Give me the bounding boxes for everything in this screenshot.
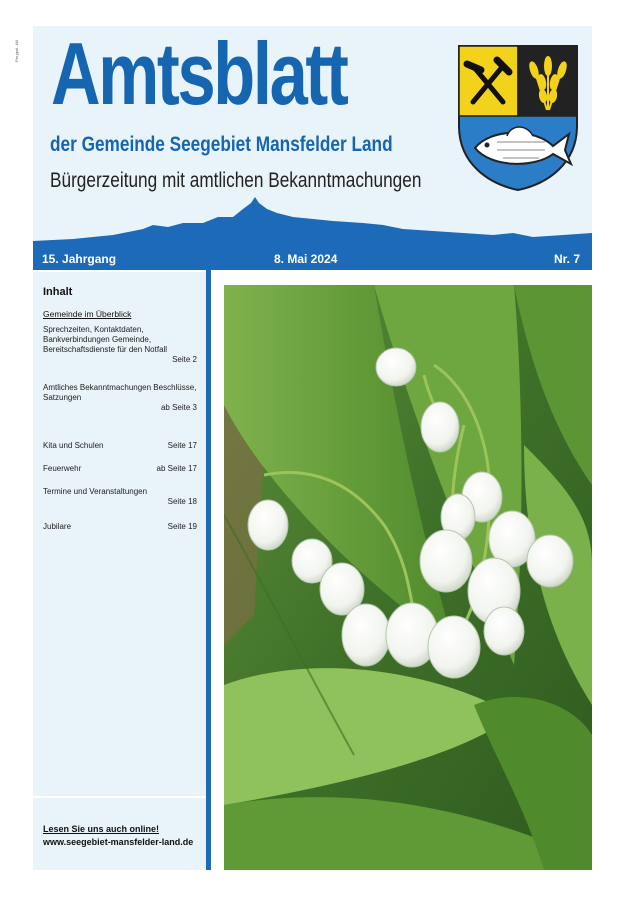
toc-item-text: Kita und Schulen	[43, 441, 104, 450]
toc-item-page: ab Seite 3	[160, 403, 197, 412]
toc-item-text: Feuerwehr	[43, 464, 82, 473]
town-skyline	[33, 195, 592, 255]
table-of-contents	[33, 272, 206, 796]
issue-number: Nr. 7	[553, 252, 580, 266]
column-divider	[206, 268, 211, 870]
side-code-text: Prv.ypol. 4f4	[14, 40, 19, 62]
page-title: Amtsblatt	[51, 24, 347, 123]
volume-label: 15. Jahrgang	[42, 252, 117, 266]
issue-info-bar	[33, 248, 592, 270]
toc-heading: Inhalt	[43, 286, 73, 298]
toc-item-page: Seite 17	[167, 441, 197, 450]
toc-item[interactable]	[43, 522, 197, 531]
toc-item-text: Amtliches Bekanntmachungen Beschlüsse, Satzungen	[43, 383, 197, 402]
toc-item-text: Jubilare	[43, 522, 72, 531]
tagline: Bürgerzeitung mit amtlichen Bekanntmachungen	[50, 169, 422, 192]
toc-item-page: Seite 18	[167, 497, 197, 506]
toc-item-page: Seite 2	[172, 355, 197, 364]
toc-item-text: Sprechzeiten, Kontaktdaten, Bankverbindungen Gemeinde, Bereitschaftsdienste für den Notfall	[43, 325, 168, 354]
toc-item[interactable]	[43, 441, 197, 450]
toc-section-link[interactable]: Gemeinde im Überblick	[43, 309, 132, 319]
toc-item[interactable]	[43, 383, 197, 413]
toc-item[interactable]	[43, 325, 197, 365]
toc-item-text: Termine und Veranstaltungen	[43, 487, 148, 496]
online-label: Lesen Sie uns auch online!	[43, 824, 160, 834]
cover-photo	[224, 285, 592, 870]
date-label: 8. Mai 2024	[274, 252, 338, 266]
toc-item-page: ab Seite 17	[156, 464, 197, 473]
toc-item-page: Seite 19	[167, 522, 197, 531]
toc-item[interactable]	[43, 464, 197, 473]
coat-of-arms-icon	[457, 44, 579, 192]
website-link[interactable]: www.seegebiet-mansfelder-land.de	[43, 837, 194, 847]
subtitle: der Gemeinde Seegebiet Mansfelder Land	[50, 133, 393, 156]
online-box	[33, 798, 206, 870]
toc-item[interactable]	[43, 487, 197, 507]
